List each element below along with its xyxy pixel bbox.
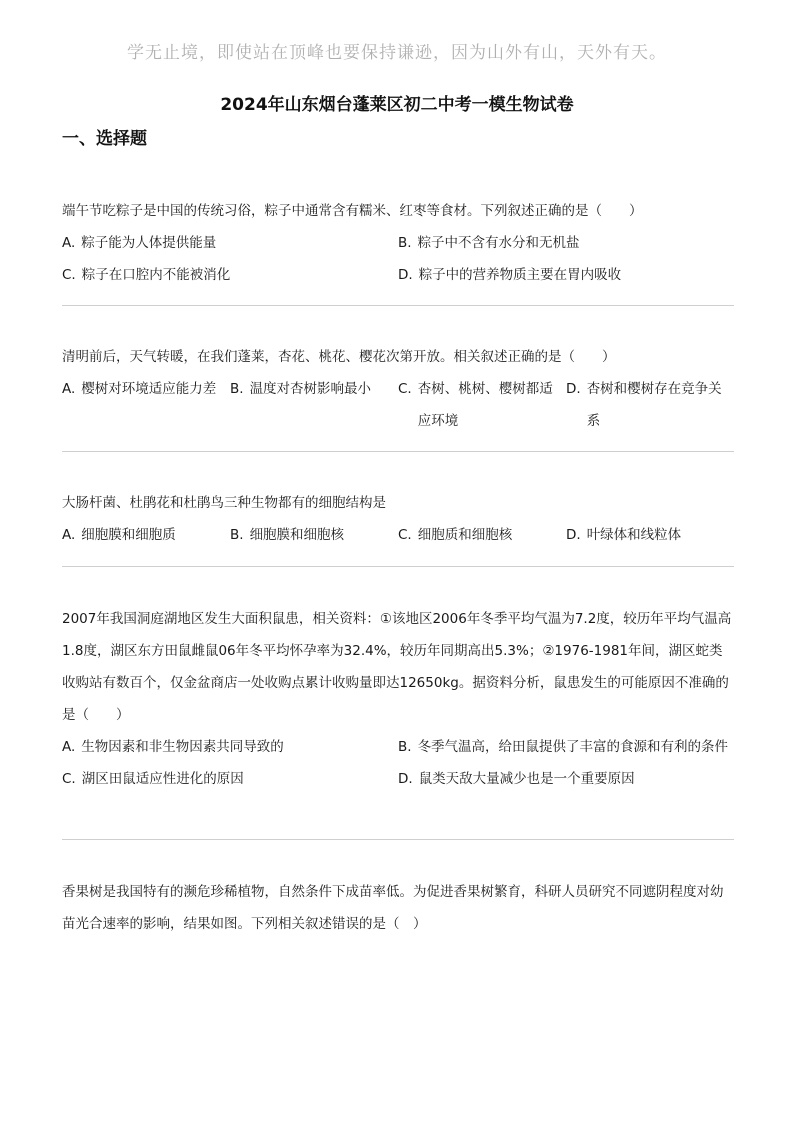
option-a[interactable] [62, 519, 230, 551]
question-3 [62, 487, 734, 551]
option-label: B. [398, 739, 412, 755]
question-5 [62, 876, 734, 940]
option-label: A. [62, 235, 76, 251]
option-d[interactable] [566, 519, 734, 551]
option-label: A. [62, 739, 76, 755]
option-label: C. [398, 381, 412, 397]
option-b[interactable] [398, 731, 734, 763]
option-c[interactable] [398, 519, 566, 551]
question-stem: 端午节吃粽子是中国的传统习俗，粽子中通常含有糯米、红枣等食材。下列叙述正确的是（ ） [62, 203, 643, 219]
question-4 [62, 603, 734, 795]
option-text: 冬季气温高，给田鼠提供了丰富的食源和有利的条件 [417, 739, 729, 755]
option-b[interactable] [230, 519, 398, 551]
option-label: B. [230, 527, 244, 543]
option-text: 粽子中的营养物质主要在胃内吸收 [418, 267, 622, 283]
section-heading: 一、选择题 [62, 129, 147, 149]
option-text: 粽子中不含有水分和无机盐 [417, 235, 580, 251]
option-text: 樱树对环境适应能力差 [81, 381, 217, 397]
option-label: D. [398, 771, 413, 787]
option-label: D. [566, 381, 581, 397]
option-c[interactable] [398, 373, 558, 437]
option-a[interactable] [62, 227, 398, 259]
option-text: 湖区田鼠适应性进化的原因 [81, 771, 244, 787]
option-text: 细胞膜和细胞核 [249, 527, 345, 543]
option-label: C. [62, 771, 76, 787]
option-label: C. [398, 527, 412, 543]
question-divider [62, 451, 734, 452]
exam-title: 2024年山东烟台蓬莱区初二中考一模生物试卷 [220, 95, 574, 115]
option-label: D. [398, 267, 413, 283]
question-divider [62, 839, 734, 840]
option-text: 粽子能为人体提供能量 [81, 235, 217, 251]
option-d[interactable] [398, 763, 734, 795]
option-c[interactable] [62, 763, 398, 795]
option-label: A. [62, 527, 76, 543]
option-label: B. [398, 235, 412, 251]
option-label: C. [62, 267, 76, 283]
option-text: 细胞质和细胞核 [417, 527, 513, 543]
option-text: 细胞膜和细胞质 [81, 527, 176, 543]
option-d[interactable] [566, 373, 726, 437]
option-text: 温度对杏树影响最小 [249, 381, 372, 397]
option-a[interactable] [62, 373, 222, 437]
option-text: 杏树和樱树存在竞争关系 [586, 381, 722, 429]
option-a[interactable] [62, 731, 398, 763]
option-text: 鼠类天敌大量减少也是一个重要原因 [418, 771, 635, 787]
option-text: 生物因素和非生物因素共同导致的 [81, 739, 284, 755]
option-d[interactable] [398, 259, 734, 291]
option-label: A. [62, 381, 76, 397]
option-b[interactable] [230, 373, 390, 437]
question-divider [62, 305, 734, 306]
option-text: 杏树、桃树、樱树都适应环境 [417, 381, 553, 429]
question-stem: 清明前后，天气转暖，在我们蓬莱，杏花、桃花、樱花次第开放。相关叙述正确的是（ ） [62, 349, 616, 365]
page-motto: 学无止境，即使站在顶峰也要保持谦逊，因为山外有山，天外有天。 [127, 43, 667, 63]
option-b[interactable] [398, 227, 734, 259]
option-label: B. [230, 381, 244, 397]
question-1 [62, 195, 734, 291]
question-stem: 大肠杆菌、杜鹃花和杜鹃鸟三种生物都有的细胞结构是 [62, 495, 386, 511]
question-divider [62, 566, 734, 567]
question-stem: 香果树是我国特有的濒危珍稀植物，自然条件下成苗率低。为促进香果树繁育，科研人员研究不同遮阴程度对幼苗光合速率的影响，结果如图。下列相关叙述错误的是（ ） [62, 884, 724, 932]
question-2 [62, 341, 734, 437]
option-text: 叶绿体和线粒体 [586, 527, 682, 543]
option-label: D. [566, 527, 581, 543]
option-text: 粽子在口腔内不能被消化 [81, 267, 231, 283]
option-c[interactable] [62, 259, 398, 291]
question-stem: 2007年我国洞庭湖地区发生大面积鼠患，相关资料：①该地区2006年冬季平均气温为7.2度，较历年平均气温高1.8度，湖区东方田鼠雌鼠06年冬平均怀孕率为32.4%，较历年同期高出5.3%；②1976-1981年间，湖区蛇类收购站有数百个，仅金盆商店一处收购点累计收购量即达12650kg。据资料分析，鼠患发生的可能原因不准确的是（ ） [62, 611, 732, 723]
